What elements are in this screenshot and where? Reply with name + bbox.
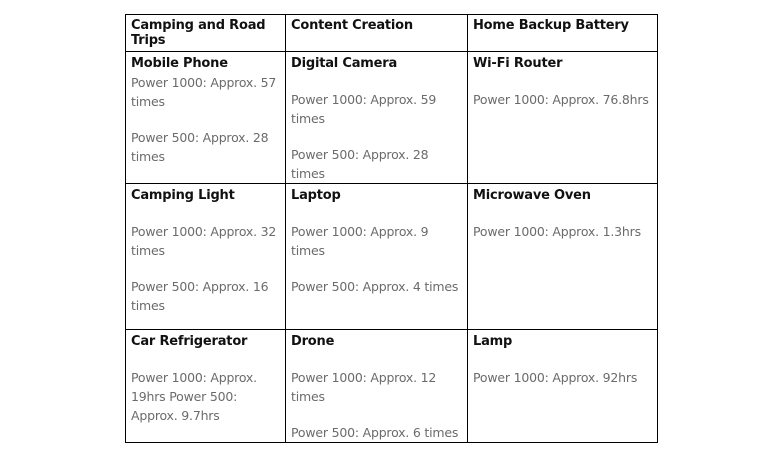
header-content-creation: Content Creation: [286, 15, 468, 52]
device-name: Laptop: [291, 188, 341, 203]
spec-text: Power 500: Approx. 16 times: [131, 279, 269, 313]
spec-text: Power 1000: Approx. 1.3hrs: [473, 224, 641, 239]
device-name: Digital Camera: [291, 56, 398, 71]
device-name: Mobile Phone: [131, 56, 228, 71]
table-row: [126, 330, 658, 443]
table-cell: [286, 184, 468, 330]
table-cell: [126, 330, 286, 443]
spec-text: Power 1000: Approx. 57 times: [131, 75, 277, 109]
device-name: Car Refrigerator: [131, 334, 248, 349]
table-cell: [468, 52, 658, 184]
device-name: Microwave Oven: [473, 188, 591, 203]
device-name: Drone: [291, 334, 335, 349]
table-header-row: [126, 15, 658, 52]
table-row: [126, 184, 658, 330]
device-name: Camping Light: [131, 188, 235, 203]
spec-text: Power 500: Approx. 28 times: [131, 130, 269, 164]
table-cell: [468, 184, 658, 330]
spec-text: Power 1000: Approx. 19hrs Power 500: Approx. 9.7hrs: [131, 370, 257, 423]
device-usage-table: [125, 14, 658, 443]
table-cell: [126, 184, 286, 330]
spec-text: Power 1000: Approx. 92hrs: [473, 370, 638, 385]
table-cell: [126, 52, 286, 184]
spec-text: Power 1000: Approx. 32 times: [131, 224, 277, 258]
spec-text: Power 1000: Approx. 12 times: [291, 370, 437, 404]
spec-text: Power 1000: Approx. 76.8hrs: [473, 92, 649, 107]
device-name: Wi-Fi Router: [473, 56, 563, 71]
spec-text: Power 500: Approx. 6 times: [291, 425, 459, 440]
table-row: [126, 52, 658, 184]
spec-text: Power 1000: Approx. 9 times: [291, 224, 429, 258]
spec-text: Power 500: Approx. 4 times: [291, 279, 459, 294]
spec-text: Power 1000: Approx. 59 times: [291, 92, 437, 126]
table-cell: [468, 330, 658, 443]
header-camping-road-trips: Camping and Road Trips: [126, 15, 286, 52]
table-cell: [286, 52, 468, 184]
device-name: Lamp: [473, 334, 513, 349]
table-cell: [286, 330, 468, 443]
header-home-backup-battery: Home Backup Battery: [468, 15, 658, 52]
spec-text: Power 500: Approx. 28 times: [291, 147, 429, 181]
